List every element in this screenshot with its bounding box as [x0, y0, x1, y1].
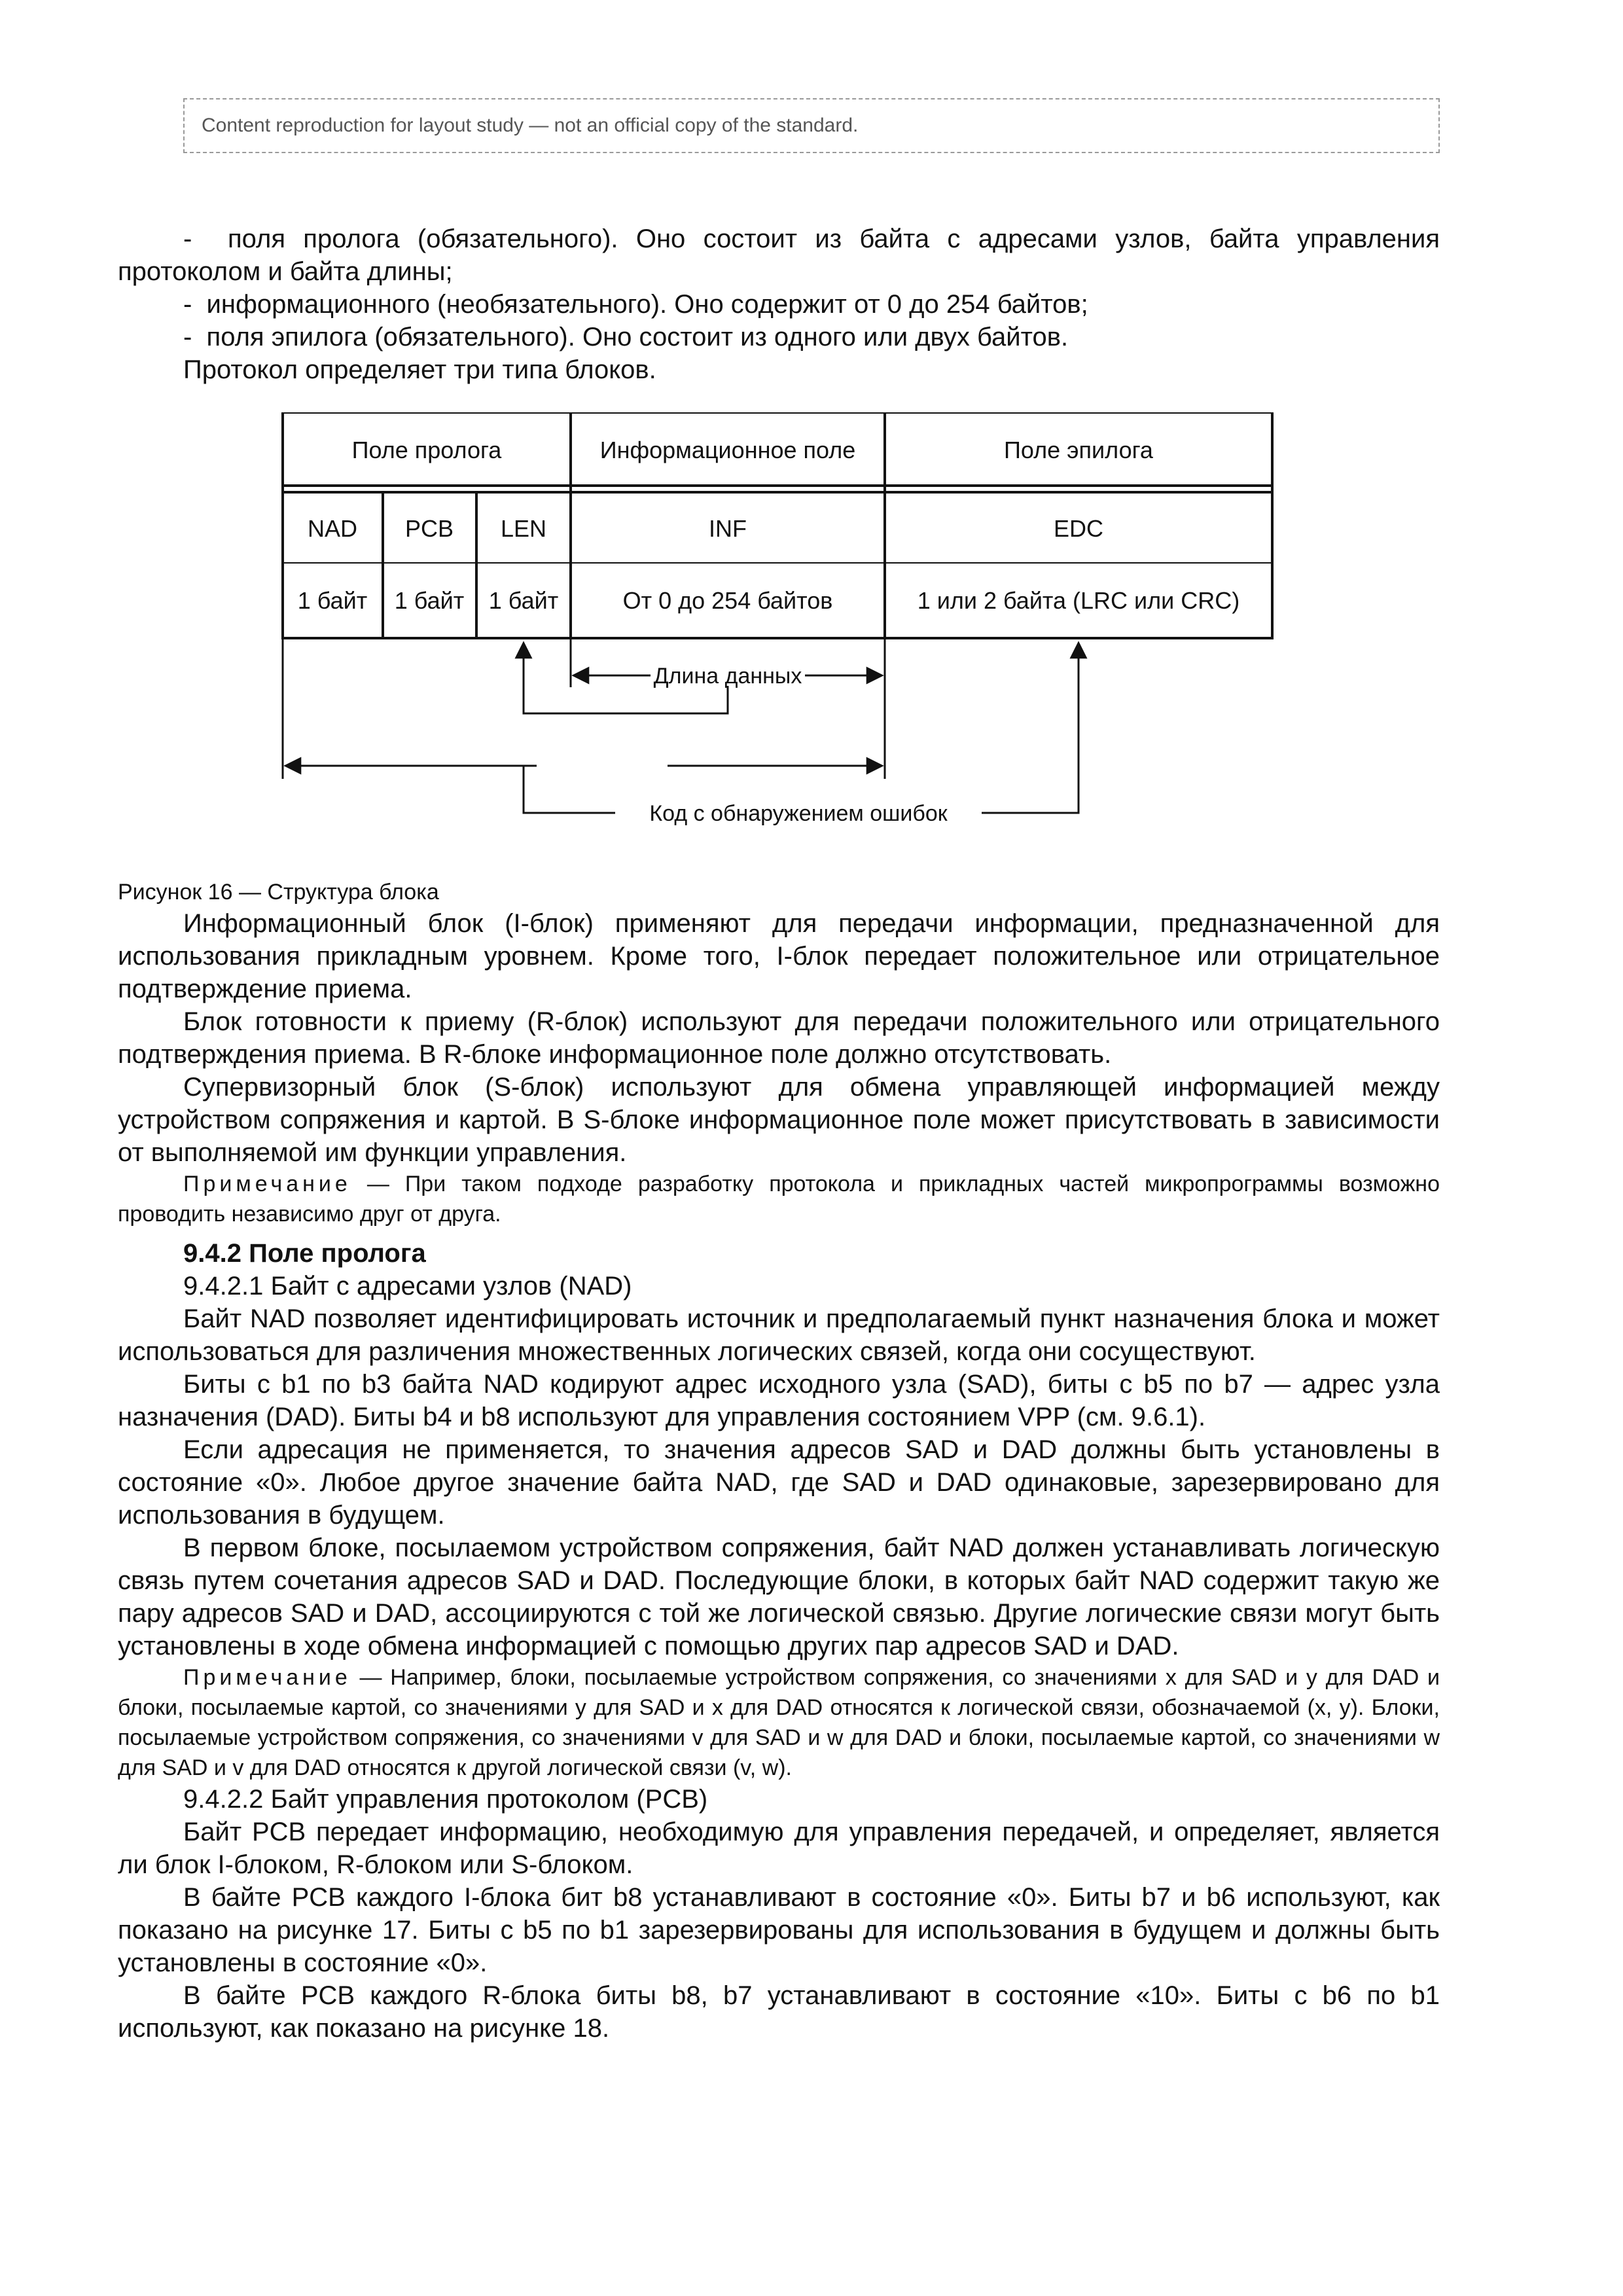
field-nad: NAD: [307, 515, 358, 542]
paragraph-pcb-1: Байт PCB передает информацию, необходимую для управления передачей, и определяет, является ли блок I-блоком, R-блоком или S-блоком.: [118, 1818, 1440, 1879]
field-pcb: PCB: [404, 515, 454, 542]
paragraph-i-block: Информационный блок (I-блок) применяют для передачи информации, предназначенной для использования прикладным уровнем. Кроме того, I-блок передает положительное или отрицательное подтверждение приема.: [118, 909, 1440, 1003]
intro-list: [118, 223, 1440, 353]
field-edc: EDC: [1053, 515, 1104, 542]
size-len: 1 байт: [488, 587, 559, 614]
list-item: - поля пролога (обязательного). Оно состоит из байта с адресами узлов, байта управления протоколом и байта длины;: [118, 223, 1440, 288]
paragraph-pcb-3: В байте PCB каждого R-блока биты b8, b7 устанавливают в состояние «10». Биты с b6 по b1 используют, как показано на рисунке 18.: [118, 1981, 1440, 2043]
size-pcb: 1 байт: [394, 587, 465, 614]
note-label: Примечание: [183, 1665, 351, 1690]
figure-caption: Рисунок 16 — Структура блока: [118, 880, 439, 905]
group-label-epilogue: Поле эпилога: [1004, 437, 1153, 463]
note-1: [118, 1169, 1440, 1229]
block-structure-figure: [118, 412, 1440, 870]
subsection-heading-9421: 9.4.2.1 Байт с адресами узлов (NAD): [183, 1272, 632, 1300]
size-edc: 1 или 2 байта (LRC или CRC): [917, 587, 1240, 614]
paragraph-nad-2: Биты с b1 по b3 байта NAD кодируют адрес исходного узла (SAD), биты с b5 по b7 — адрес узла назначения (DAD). Биты b4 и b8 используют для управления состоянием VPP (см. 9.6.1).: [118, 1370, 1440, 1431]
block-structure-diagram: [118, 412, 1440, 870]
group-label-information: Информационное поле: [599, 437, 856, 463]
paragraph-nad-1: Байт NAD позволяет идентифицировать источник и предполагаемый пункт назначения блока и может использоваться для различения множественных логических связей, когда они сосуществуют.: [118, 1304, 1440, 1366]
note-2: [118, 1662, 1440, 1783]
paragraph-nad-3: Если адресация не применяется, то значения адресов SAD и DAD должны быть установлены в состояние «0». Любое другое значение байта NAD, где SAD и DAD одинаковые, зарезервировано для использования в будущем.: [118, 1435, 1440, 1530]
edc-link: [524, 766, 615, 813]
list-item: - информационного (необязательного). Оно содержит от 0 до 254 байтов;: [118, 288, 1440, 321]
reproduction-notice: Content reproduction for layout study — not an official copy of the standard.: [183, 98, 1440, 153]
field-len: LEN: [500, 515, 547, 542]
paragraph-r-block: Блок готовности к приему (R-блок) используют для передачи положительного или отрицательного подтверждения приема. В R-блоке информационное поле должно отсутствовать.: [118, 1007, 1440, 1069]
size-inf: От 0 до 254 байтов: [622, 587, 833, 614]
edc-arrow: [982, 643, 1079, 813]
size-nad: 1 байт: [297, 587, 368, 614]
note-label: Примечание: [183, 1172, 351, 1196]
data-length-label: Длина данных: [653, 664, 802, 689]
error-code-label: Код с обнаружением ошибок: [649, 801, 948, 826]
subsection-heading-9422: 9.4.2.2 Байт управления протоколом (PCB): [183, 1785, 708, 1814]
note-text: — Например, блоки, посылаемые устройством сопряжения, со значениями x для SAD и y для DAD и блоки, посылаемые картой, со значениями y для SAD и x для DAD относятся к логической связи, обозначаемой (x, y). Блоки, посылаемые устройством сопряжения, со значениями v для SAD и w для DAD и блоки, посылаемые картой, со значениями w для SAD и v для DAD относятся к другой логической связи (v, w).: [118, 1665, 1440, 1780]
paragraph-nad-4: В первом блоке, посылаемом устройством сопряжения, байт NAD должен устанавливать логическую связь путем сочетания адресов SAD и DAD. Последующие блоки, в которых байт NAD содержит такую же пару адресов SAD и DAD, ассоциируются с той же логической связью. Другие логические связи могут быть установлены в ходе обмена информацией с помощью других пар адресов SAD и DAD.: [118, 1534, 1440, 1660]
group-label-prologue: Поле пролога: [351, 437, 502, 463]
note-text: — При таком подходе разработку протокола и прикладных частей микропрограммы возможно проводить независимо друг от друга.: [118, 1172, 1440, 1227]
field-inf: INF: [709, 515, 747, 542]
body: [118, 223, 1440, 2045]
paragraph-s-block: Супервизорный блок (S-блок) используют для обмена управляющей информацией между устройством сопряжения и картой. В S-блоке информационное поле может присутствовать в зависимости от выполняемой им функции управления.: [118, 1073, 1440, 1167]
section-heading-942: 9.4.2 Поле пролога: [183, 1239, 426, 1268]
intro-tail: Протокол определяет три типа блоков.: [183, 355, 656, 384]
paragraph-pcb-2: В байте PCB каждого I-блока бит b8 устанавливают в состояние «0». Биты b7 и b6 используют, как показано на рисунке 17. Биты с b5 по b1 зарезервированы для использования в будущем и должны быть установлены в состояние «0».: [118, 1883, 1440, 1977]
list-item: - поля эпилога (обязательного). Оно состоит из одного или двух байтов.: [118, 321, 1440, 353]
